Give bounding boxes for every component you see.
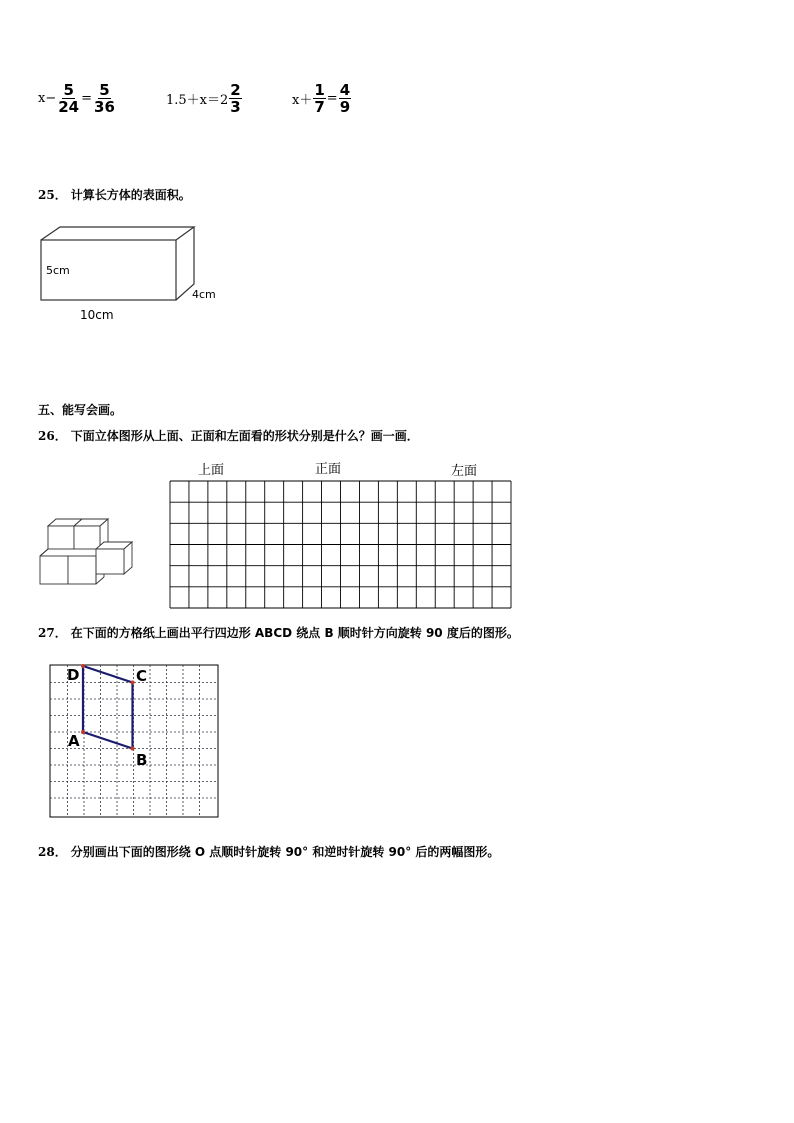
eq2-fraction [229, 82, 241, 115]
denominator: 3 [230, 97, 241, 116]
question-text: 分别画出下面的图形绕 O 点顺时针旋转 90° 和逆时针旋转 90° 后的两幅图形。 [70, 845, 500, 859]
vertex-B [131, 747, 135, 751]
question-28 [38, 843, 499, 860]
eq3-equals: = [326, 90, 338, 106]
question-text: 在下面的方格纸上画出平行四边形 ABCD 绕点 B 顺时针方向旋转 90 度后的图形。 [70, 626, 519, 640]
cube-front [68, 556, 96, 584]
cuboid-height-label: 5cm [46, 264, 70, 277]
vertex-A [81, 730, 85, 734]
cube-edge [96, 577, 104, 584]
vertex-D [81, 664, 85, 668]
point-label-C: C [136, 667, 148, 685]
cuboid-width-label: 4cm [192, 288, 216, 301]
cuboid-length-label: 10cm [80, 308, 114, 322]
eq2-prefix: 1.5＋x＝2 [166, 92, 229, 108]
eq1-fraction-1 [57, 82, 80, 115]
equation-3 [292, 76, 352, 120]
numerator: 2 [230, 80, 241, 99]
denominator: 36 [94, 97, 115, 116]
denominator: 9 [339, 97, 351, 116]
cube-front [48, 526, 74, 549]
equation-2 [166, 76, 243, 120]
question-text: 计算长方体的表面积。 [70, 188, 191, 202]
parallelogram-abcd [83, 666, 133, 749]
eq3-fraction-1 [313, 82, 325, 115]
point-label-A: A [68, 732, 80, 750]
numerator: 1 [314, 80, 325, 99]
cube-front [74, 526, 100, 549]
eq3-fraction-2 [339, 82, 351, 115]
point-label-B: B [136, 751, 148, 769]
denominator: 24 [58, 97, 80, 116]
denominator: 7 [314, 97, 325, 116]
view-label-left: 左面 [451, 464, 478, 479]
question-26 [38, 427, 419, 444]
question-number: 25． [38, 188, 67, 202]
cube-edge [40, 549, 48, 556]
eq1-equals: = [81, 90, 93, 106]
equation-1 [38, 76, 117, 120]
cube-front [40, 556, 68, 584]
question-text: 下面立体图形从上面、正面和左面看的形状分别是什么？画一画． [70, 429, 419, 443]
vertex-C [131, 681, 135, 685]
numerator: 4 [339, 80, 351, 99]
numerator: 5 [99, 80, 110, 99]
view-label-top: 上面 [198, 463, 225, 478]
drawing-grid-26[interactable] [169, 480, 512, 610]
eq1-fraction-2 [93, 82, 116, 115]
question-number: 28． [38, 845, 67, 859]
cube-front [96, 549, 124, 574]
view-label-front: 正面 [315, 462, 342, 477]
point-label-D: D [67, 666, 80, 684]
question-25 [38, 186, 191, 203]
cuboid-top-face [41, 227, 194, 240]
cube-stack-figure [36, 512, 140, 592]
question-number: 26． [38, 429, 67, 443]
eq3-prefix: x＋ [292, 92, 313, 108]
numerator: 5 [63, 80, 74, 99]
question-27 [38, 624, 519, 641]
question-number: 27． [38, 626, 67, 640]
section-title: 五、能写会画。 [38, 403, 123, 417]
eq1-prefix: x− [38, 90, 57, 106]
